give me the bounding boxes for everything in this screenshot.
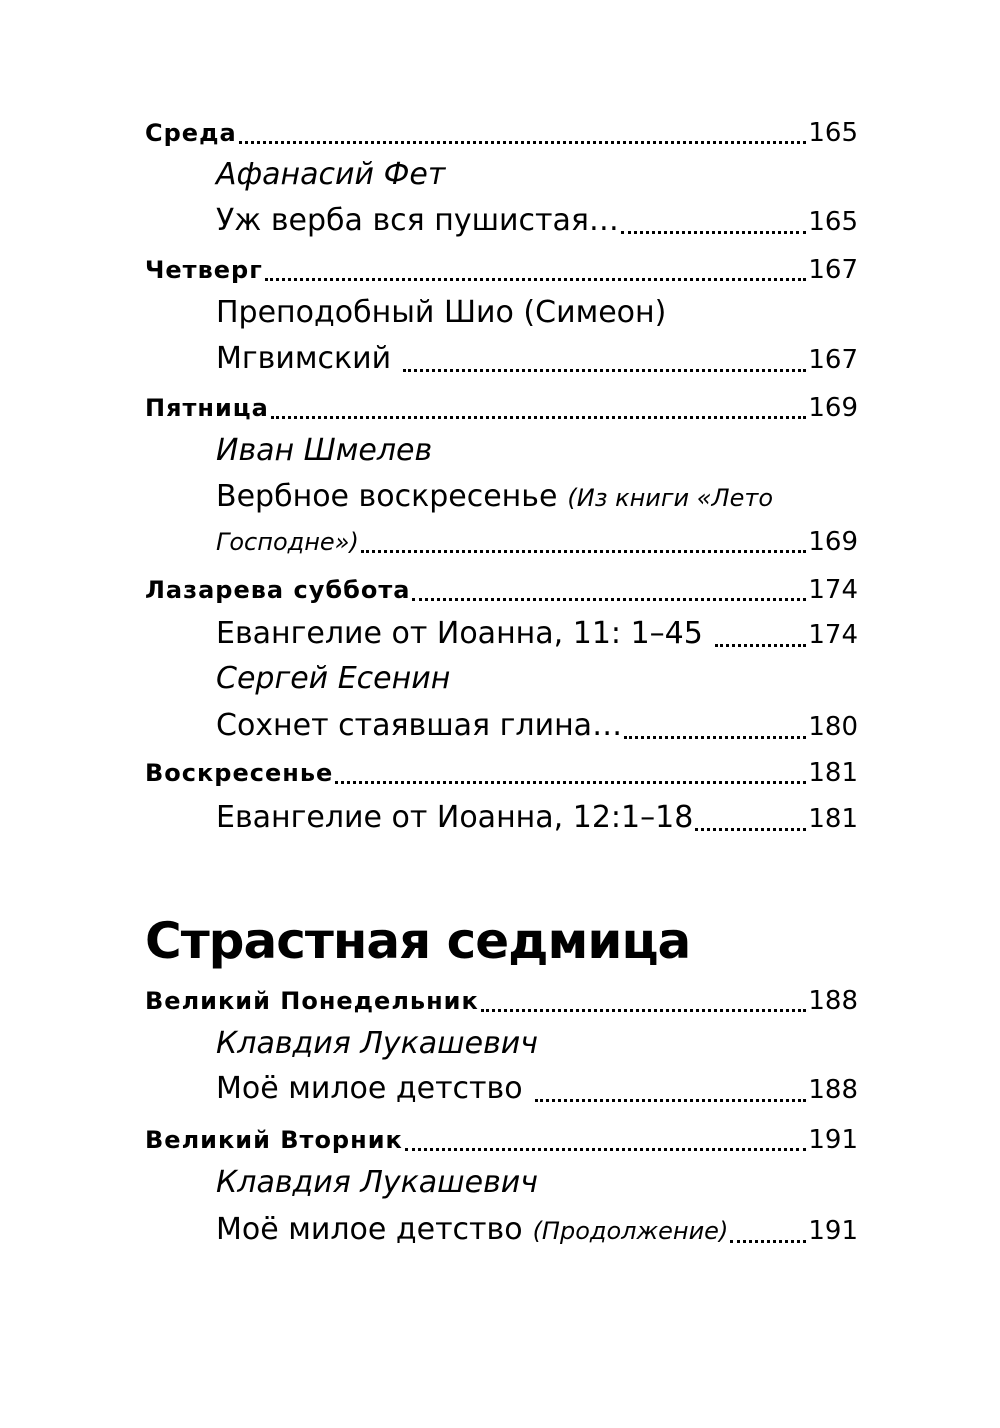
page-number: 165 xyxy=(808,118,858,148)
work-title: Уж верба вся пушистая… xyxy=(216,203,619,238)
page-number: 181 xyxy=(808,758,858,788)
page-number: 167 xyxy=(808,345,858,375)
page-number: 165 xyxy=(808,207,858,237)
leader-dots xyxy=(715,644,807,647)
page-number: 188 xyxy=(808,986,858,1016)
toc-entry-day[interactable] xyxy=(145,393,858,423)
day-title: Пятница xyxy=(145,394,269,422)
page-number: 191 xyxy=(808,1216,858,1246)
toc-entry-day[interactable] xyxy=(145,255,858,285)
work-note: (Продолжение) xyxy=(532,1217,729,1245)
author-name: Афанасий Фет xyxy=(216,157,446,192)
work-title: Мгвимский xyxy=(216,341,392,376)
toc-entry-work[interactable] xyxy=(216,800,858,835)
toc-entry-day[interactable] xyxy=(145,575,858,605)
toc-entry-work[interactable] xyxy=(216,708,858,743)
work-title: Вербное воскресенье xyxy=(216,479,558,514)
day-title: Четверг xyxy=(145,256,263,284)
day-title: Лазарева суббота xyxy=(145,576,411,604)
toc-entry-work[interactable] xyxy=(216,203,858,238)
toc-entry-day[interactable] xyxy=(145,986,858,1016)
section-heading: Страстная седмица xyxy=(145,912,691,970)
author-name: Иван Шмелев xyxy=(216,433,433,468)
work-note: Господне») xyxy=(216,528,359,556)
toc-entry-work[interactable] xyxy=(216,341,858,376)
toc-entry-work[interactable] xyxy=(216,616,858,651)
day-title: Великий Вторник xyxy=(145,1126,403,1154)
toc-entry-work[interactable] xyxy=(216,1071,858,1106)
page-number: 169 xyxy=(808,527,858,557)
leader-dots xyxy=(730,1240,806,1243)
leader-dots xyxy=(361,550,807,553)
leader-dots xyxy=(695,828,806,831)
leader-dots xyxy=(412,598,806,601)
page-number: 188 xyxy=(808,1075,858,1105)
leader-dots xyxy=(535,1099,807,1102)
leader-dots xyxy=(271,416,807,419)
toc-entry-day[interactable] xyxy=(145,1125,858,1155)
page-number: 174 xyxy=(808,620,858,650)
leader-dots xyxy=(265,278,807,281)
work-title-line xyxy=(216,479,773,514)
page-number: 191 xyxy=(808,1125,858,1155)
day-title: Среда xyxy=(145,119,237,147)
page-number: 180 xyxy=(808,712,858,742)
gospel-title: Евангелие от Иоанна, 12:1–18 xyxy=(216,800,694,835)
gospel-title: Евангелие от Иоанна, 11: 1–45 xyxy=(216,616,703,651)
work-title: Моё милое детство xyxy=(216,1071,523,1106)
leader-dots xyxy=(621,231,806,234)
toc-entry-day[interactable] xyxy=(145,118,858,148)
leader-dots xyxy=(239,141,807,144)
leader-dots xyxy=(335,781,806,784)
author-name: Клавдия Лукашевич xyxy=(216,1165,538,1200)
work-note: (Из книги «Лето xyxy=(567,484,774,512)
toc-entry-day[interactable] xyxy=(145,758,858,788)
work-title: Сохнет стаявшая глина… xyxy=(216,708,623,743)
work-title-line: Преподобный Шио (Симеон) xyxy=(216,295,667,330)
leader-dots xyxy=(403,369,806,372)
toc-entry-work[interactable] xyxy=(216,1212,858,1247)
leader-dots xyxy=(624,736,806,739)
day-title: Воскресенье xyxy=(145,759,334,787)
author-name: Клавдия Лукашевич xyxy=(216,1026,538,1061)
page-number: 167 xyxy=(808,255,858,285)
toc-entry-work[interactable] xyxy=(216,527,858,557)
page-number: 169 xyxy=(808,393,858,423)
page-number: 174 xyxy=(808,575,858,605)
leader-dots xyxy=(481,1009,807,1012)
page-number: 181 xyxy=(808,804,858,834)
work-title: Моё милое детство xyxy=(216,1212,523,1247)
leader-dots xyxy=(405,1148,807,1151)
author-name: Сергей Есенин xyxy=(216,661,451,696)
day-title: Великий Понедельник xyxy=(145,987,479,1015)
